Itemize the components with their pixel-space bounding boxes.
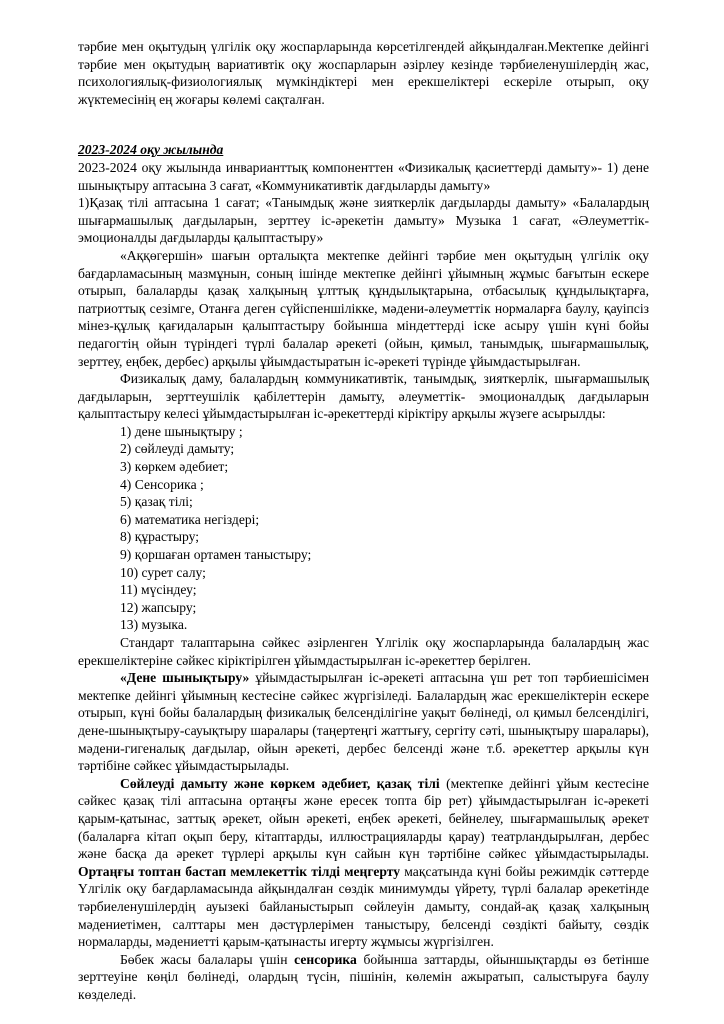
paragraph-7-bold: Сөйлеуді дамыту және көркем әдебиет, қазақ тілі: [120, 775, 440, 791]
list-item: 2) сөйлеуді дамыту;: [120, 441, 235, 457]
paragraph-1: 2023-2024 оқу жылында инварианттық компоненттен «Физикалық қасиеттерді дамыту»- 1) дене шынықтыру аптасына 3 сағат, «Коммуникативтік дағдыларды дамыту»: [78, 159, 649, 193]
spacer: [78, 108, 649, 125]
list-item: 6) математика негіздері;: [120, 511, 260, 527]
list-item: 10) сурет салу;: [120, 564, 206, 580]
paragraph-8-text: Бөбек жасы балалары үшін: [120, 951, 295, 967]
document-page: [78, 38, 649, 1003]
paragraph-6-bold: «Дене шынықтыру»: [120, 670, 250, 686]
intro-paragraph: тәрбие мен оқытудың үлгілік оқу жоспарларында көрсетілгендей айқындалған.Мектепке дейінгі тәрбие мен оқытудың вариативтік оқу жоспарларын әзірлеу кезінде тәрбиеленушілердің жас, психологиялық-физиологиялық мүмкіндіктері мен ерекшеліктері ескеріле отырып, оқу жүктемесінің ең жоғары көлемі сақталған.: [78, 39, 649, 107]
list-item: 9) қоршаған ортамен таныстыру;: [120, 547, 312, 563]
list-item: 5) қазақ тілі;: [120, 494, 193, 510]
paragraph-5: Стандарт талаптарына сәйкес әзірленген Үлгілік оқу жоспарларында балалардың жас ерекшеліктеріне сәйкес кіріктірілген ұйымдастырылған іс-әрекеттер берілген.: [78, 635, 649, 668]
list-item: 11) мүсіндеу;: [120, 582, 197, 598]
paragraph-7-bold-2: Ортаңғы топтан бастап мемлекеттік тілді меңгерту: [78, 863, 401, 879]
paragraph-7-text: (мектепке дейінгі ұйым кестесіне сәйкес қазақ тілі аптасына ортаңғы және ересек топта бір рет) ұйымдастырылған іс-әрекеті қарым-қатынас, заттық әрекет, ойын әрекеті, еңбек әрекеті, бейнелеу, шығармашылық әрекет (балаларға кітап оқып беру, кітаптарды, иллюстрацияларды қарау) театрландырылған, дербес және басқа да әрекет түрлері арқылы күн сайын күн тәртібіне сәйкес ұйымдастырылады.: [78, 775, 649, 862]
list-item: 4) Сенсорика ;: [120, 476, 204, 492]
paragraph-3: «Аққөгершін» шағын орталықта мектепке дейінгі тәрбие мен оқытудың үлгілік оқу бағдарламасының мазмұнын, соның ішінде мектепке дейінгі ұйымның жұмыс бағытын ескере отырып, балаларды қазақ халқының ұлттық құндылықтарына, отбасылық құндылықтарға, патриоттық сезімге, Отанға деген сүйіспеншілікке, мәдени-әлеуметтік нормаларға баулу, қауіпсіз мінез-құлық қағидаларын қалыптастыру бойынша міндеттерді іске асыру үшін күні бойы педагогтің ойын түріндегі түрлі балалар әрекеті (ойын, қимыл, танымдық, шығармашылық, зерттеу, еңбек, дербес) арқылы ұйымдастыратын іс-әрекеті түрінде ұйымдастырылған.: [78, 247, 649, 369]
paragraph-2: 1)Қазақ тілі аптасына 1 сағат; «Танымдық және зияткерлік дағдыларды дамыту» «Балалардың шығармашылық дағдыларын, зерттеу іс-әрекетін дамыту» Музыка 1 сағат, «Әлеуметтік-эмоционалды дағдыларды қалыптастыру»: [78, 195, 649, 246]
paragraph-7: [78, 775, 649, 951]
activities-list: [78, 423, 649, 634]
list-item: 1) дене шынықтыру ;: [120, 423, 243, 439]
paragraph-8: [78, 951, 649, 1004]
paragraph-8-text-2: бойынша заттарды, ойыншықтарды өз бетінше зерттеуіне көңіл бөлінеді, олардың түсін, пішінін, көлемін ажыратып, салыстыруға баулу көзделеді.: [78, 951, 649, 1002]
section-heading: 2023-2024 оқу жылында: [78, 142, 224, 158]
paragraph-6: [78, 669, 649, 775]
list-item: 13) музыка.: [120, 617, 188, 633]
paragraph-8-bold: сенсорика: [294, 951, 357, 967]
paragraph-4: Физикалық даму, балалардың коммуникативтік, танымдық, зияткерлік, шығармашылық дағдыларын, зерттеушілік қабілеттерін дамыту, әлеуметтік- эмоционалдық дағдыларын қалыптастыру келесі ұйымдастырылған іс-әрекеттерді кіріктіру арқылы жүзеге асырылды:: [78, 371, 649, 422]
paragraph-6-text: ұйымдастырылған іс-әрекеті аптасына үш рет топ тәрбиешісімен мектепке дейінгі ұйымның кестесіне сәйкес жүргізіледі. Балалардың жас ерекшеліктерін ескере отырып, күні бойы балалардың физикалық белсенділігіне уақыт бөлінеді, ол қимыл белсенділігі, дене-шынықтыру-сауықтыру шаралары (таңертеңгі жаттығу, сергіту сәті, шынықтыру шаралары), мәдени-гигеналық дағдылар, ойын әрекеті, дербес белсенді және т.б. әрекеттер арқылы күн тәртібіне сәйкес ұйымдастырылады.: [78, 670, 649, 774]
paragraph-7-text-2: мақсатында күні бойы режимдік сәттерде Үлгілік оқу бағдарламасында айқындалған сөздік минимумды үйрету, түрлі балалар әрекетінде тәрбиеленушілердің ауызекі байланыстырып сөйлеуін дамыту, сондай-ақ қазақ халқының мәдениетімен, салттары мен дәстүрлерімен таныстыру, белсенді сөздікті байыту, сөздік нормаларды, мәдениетті қарым-қатынасты игерту жұмысы жүргізілген.: [78, 863, 649, 950]
list-item: 3) көркем әдебиет;: [120, 459, 229, 475]
list-item: 12) жапсыру;: [120, 599, 197, 615]
list-item: 8) құрастыру;: [120, 529, 200, 545]
